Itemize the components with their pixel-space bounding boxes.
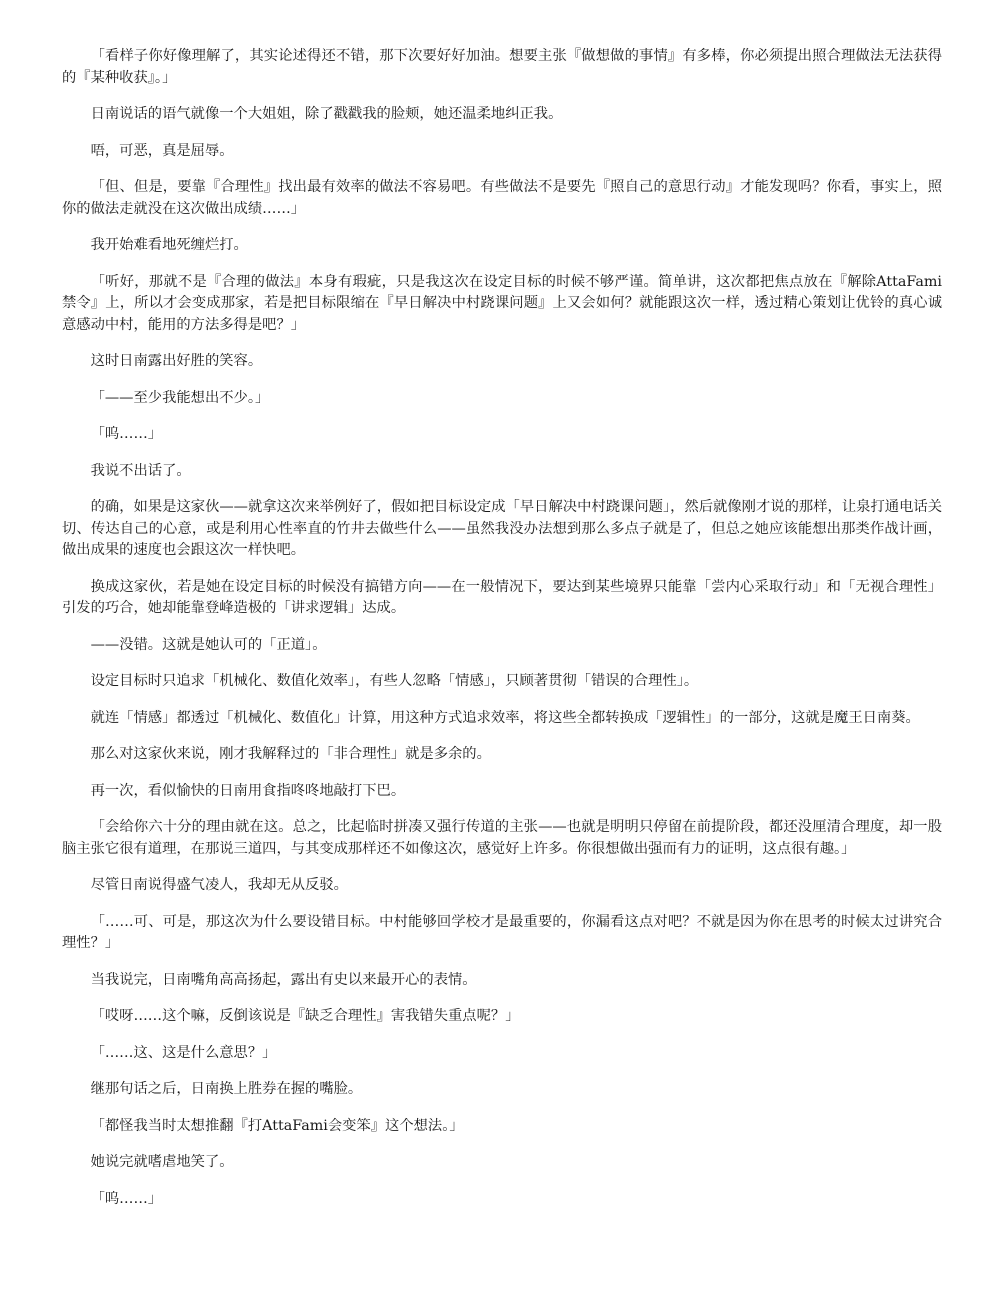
paragraph: 这时日南露出好胜的笑容。: [90, 353, 263, 369]
paragraph: 唔，可恶，真是屈辱。: [90, 142, 234, 159]
paragraph: 日南说话的语气就像一个大姐姐，除了戳戳我的脸颊，她还温柔地纠正我。: [90, 106, 563, 122]
paragraph: 「……可、可是，那这次为什么要设错目标。中村能够回学校才是最重要的，你漏看这点对吧？不就是因为你在思考的时候太过讲究合理性？」: [62, 913, 942, 951]
paragraph: 「呜……」: [90, 426, 163, 442]
paragraph: 我说不出话了。: [90, 462, 191, 479]
paragraph: 「都怪我当时太想推翻『打AttaFami会变笨』这个想法。」: [90, 1117, 464, 1134]
paragraph: 她说完就嗜虐地笑了。: [90, 1154, 234, 1170]
paragraph: 的确，如果是这家伙——就拿这次来举例好了，假如把目标设定成「早日解决中村跷课问题」，然后就像刚才说的那样，让泉打通电话关切、传达自己的心意，或是利用心性率直的竹井去做些什么——虽然我没办法想到那么多点子就是了，但总之她应该能想出那类作战计画，做出成果的速度也会跟这次一样快吧。: [62, 499, 942, 558]
paragraph: 那么对这家伙来说，刚才我解释过的「非合理性」就是多余的。: [90, 746, 491, 762]
paragraph: ——没错。这就是她认可的「正道」。: [90, 636, 327, 653]
paragraph: 继那句话之后，日南换上胜券在握的嘴脸。: [90, 1081, 363, 1097]
paragraph: 「——至少我能想出不少。」: [90, 389, 270, 406]
paragraph: 「看样子你好像理解了，其实论述得还不错，那下次要好好加油。想要主张『做想做的事情』有多棒，你必须提出照合理做法无法获得的『某种收获』。」: [62, 48, 942, 86]
paragraph: 「哎呀……这个嘛，反倒该说是『缺乏合理性』害我错失重点呢？」: [90, 1008, 520, 1024]
paragraph: 换成这家伙，若是她在设定目标的时候没有搞错方向——在一般情况下，要达到某些境界只能靠「尝内心采取行动」和「无视合理性」引发的巧合，她却能靠登峰造极的「讲求逻辑」达成。: [62, 578, 942, 616]
paragraph: 就连「情感」都透过「机械化、数值化」计算，用这种方式追求效率，将这些全都转换成「逻辑性」的一部分，这就是魔王日南葵。: [90, 709, 920, 726]
paragraph: 「听好，那就不是『合理的做法』本身有瑕疵，只是我这次在设定目标的时候不够严谨。简单讲，这次都把焦点放在『解除AttaFami禁令』上，所以才会变成那家，若是把目标限缩在『早日解决中村跷课问题』上又会如何？就能跟这次一样，透过精心策划让优铃的真心诚意感动中村，能用的方法多得是吧？」: [62, 273, 942, 333]
paragraph: 我开始难看地死缠烂打。: [90, 237, 248, 253]
document-page: [62, 46, 942, 1210]
paragraph: 「但、但是，要靠『合理性』找出最有效率的做法不容易吧。有些做法不是要先『照自己的意思行动』才能发现吗？你看，事实上，照你的做法走就没在这次做出成绩……」: [62, 179, 942, 217]
paragraph: 当我说完，日南嘴角高高扬起，露出有史以来最开心的表情。: [90, 971, 477, 988]
paragraph: 「呜……」: [90, 1190, 163, 1207]
paragraph: 「……这、这是什么意思？」: [90, 1044, 277, 1061]
paragraph: 再一次，看似愉快的日南用食指咚咚地敲打下巴。: [90, 782, 406, 799]
paragraph: 设定目标时只追求「机械化、数值化效率」，有些人忽略「情感」，只顾著贯彻「错误的合理性」。: [90, 673, 699, 689]
paragraph: 尽管日南说得盛气凌人，我却无从反驳。: [90, 877, 348, 893]
paragraph: 「会给你六十分的理由就在这。总之，比起临时拼凑又强行传道的主张——也就是明明只停留在前提阶段，都还没厘清合理度，却一股脑主张它很有道理，在那说三道四，与其变成那样还不如像这次，感觉好上许多。你很想做出强而有力的证明，这点很有趣。」: [62, 819, 942, 857]
